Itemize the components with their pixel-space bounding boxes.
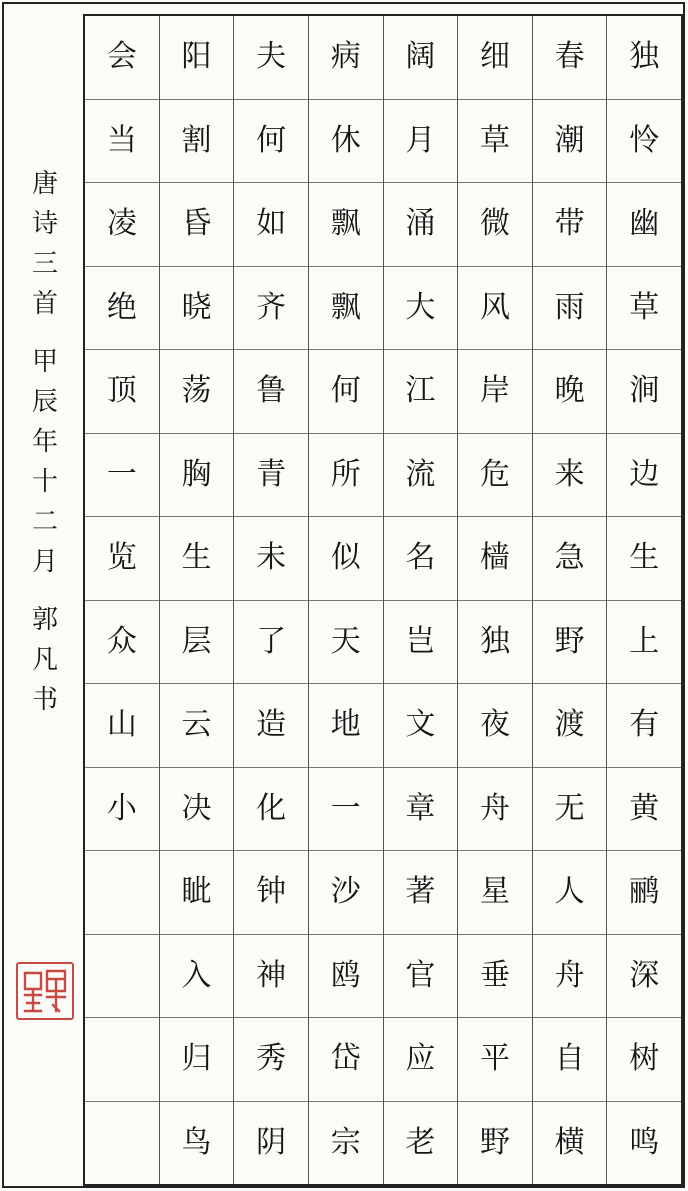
grid-cell: 草	[607, 267, 681, 351]
seal-icon	[19, 965, 71, 1017]
grid-cell: 名	[384, 517, 458, 601]
grid-cell: 危	[458, 434, 532, 518]
grid-cell: 层	[160, 601, 234, 685]
grid-cell: 眦	[160, 851, 234, 935]
grid-column	[308, 16, 383, 1184]
grid-cell: 树	[607, 1018, 681, 1102]
grid-cell: 天	[309, 601, 383, 685]
grid-cell	[85, 1018, 159, 1102]
date-char: 年	[31, 427, 58, 457]
grid-cell	[85, 935, 159, 1019]
date-char: 二	[31, 507, 58, 537]
grid-cell: 上	[607, 601, 681, 685]
grid-cell: 老	[405, 1124, 436, 1160]
grid-cell: 独	[607, 16, 681, 100]
grid-cell: 鸟	[181, 1124, 212, 1160]
calligraphy-sheet	[2, 2, 685, 1188]
grid-cell: 文	[384, 684, 458, 768]
grid-cell: 独	[458, 601, 532, 685]
grid-column	[457, 16, 532, 1184]
grid-column	[532, 16, 607, 1184]
grid-cell: 岸	[458, 350, 532, 434]
grid-cell: 阴	[256, 1124, 287, 1160]
grid-cell: 鸥	[309, 935, 383, 1019]
title-char: 诗	[31, 209, 58, 239]
grid-cell: 化	[234, 768, 308, 852]
title-char: 唐	[31, 169, 58, 199]
grid-cell: 野	[479, 1124, 510, 1160]
grid-cell: 造	[234, 684, 308, 768]
grid-cell: 众	[85, 601, 159, 685]
grid-cell: 似	[309, 517, 383, 601]
grid-cell: 宗	[330, 1124, 361, 1160]
grid-cell: 沙	[309, 851, 383, 935]
grid-cell: 自	[533, 1018, 607, 1102]
grid-column	[159, 16, 234, 1184]
grid-cell: 细	[458, 16, 532, 100]
grid-cell: 有	[607, 684, 681, 768]
grid-cell: 鸣	[629, 1124, 660, 1160]
grid-cell: 归	[160, 1018, 234, 1102]
grid-cell: 青	[234, 434, 308, 518]
title-column	[14, 164, 76, 720]
grid-cell: 黄	[607, 768, 681, 852]
grid-cell: 平	[458, 1018, 532, 1102]
grid-cell: 如	[234, 183, 308, 267]
grid-cell: 生	[607, 517, 681, 601]
grid-cell: 山	[85, 684, 159, 768]
grid-cell: 割	[160, 100, 234, 184]
grid-cell: 鹂	[607, 851, 681, 935]
grid-cell: 渡	[533, 684, 607, 768]
grid-cell: 晓	[160, 267, 234, 351]
grid-cell: 云	[160, 684, 234, 768]
grid-column	[383, 16, 458, 1184]
date-char: 辰	[31, 387, 58, 417]
grid-cell: 幽	[607, 183, 681, 267]
grid-cell: 章	[384, 768, 458, 852]
grid-cell: 舟	[533, 935, 607, 1019]
grid-column	[606, 16, 681, 1184]
grid-cell: 夫	[234, 16, 308, 100]
grid-cell: 大	[384, 267, 458, 351]
grid-cell: 休	[309, 100, 383, 184]
grid-cell: 生	[160, 517, 234, 601]
grid-cell: 钟	[234, 851, 308, 935]
grid-cell: 地	[309, 684, 383, 768]
date-char: 甲	[31, 347, 58, 377]
grid-cell: 凌	[85, 183, 159, 267]
grid-cell: 绝	[85, 267, 159, 351]
grid-cell: 涧	[607, 350, 681, 434]
grid-cell: 官	[384, 935, 458, 1019]
grid-cell: 入	[160, 935, 234, 1019]
grid-cell: 荡	[160, 350, 234, 434]
red-seal-stamp	[16, 962, 74, 1020]
date-char: 月	[31, 547, 58, 577]
grid-cell: 深	[607, 935, 681, 1019]
grid-column	[233, 16, 308, 1184]
grid-cell: 阔	[384, 16, 458, 100]
signature-char: 郭	[31, 605, 58, 635]
grid-cell: 顶	[85, 350, 159, 434]
grid-cell: 应	[384, 1018, 458, 1102]
grid-cell: 野	[533, 601, 607, 685]
grid-cell: 涌	[384, 183, 458, 267]
grid-cell: 樯	[458, 517, 532, 601]
grid-cell: 何	[234, 100, 308, 184]
grid-cell: 一	[85, 434, 159, 518]
grid-cell: 风	[458, 267, 532, 351]
grid-cell: 览	[85, 517, 159, 601]
grid-cell: 胸	[160, 434, 234, 518]
grid-cell: 横	[554, 1124, 585, 1160]
character-grid	[83, 14, 683, 1186]
grid-cell: 当	[85, 100, 159, 184]
title-char: 三	[31, 249, 58, 279]
signature-char: 书	[31, 685, 58, 715]
grid-cell	[85, 851, 159, 935]
grid-cell: 未	[234, 517, 308, 601]
grid-cell: 舟	[458, 768, 532, 852]
grid-cell: 潮	[533, 100, 607, 184]
grid-cell: 齐	[234, 267, 308, 351]
grid-cell: 会	[85, 16, 159, 100]
title-char: 首	[31, 289, 58, 319]
grid-cell: 星	[458, 851, 532, 935]
grid-cell: 微	[458, 183, 532, 267]
grid-cell: 所	[309, 434, 383, 518]
grid-cell: 一	[309, 768, 383, 852]
grid-cell: 带	[533, 183, 607, 267]
grid-cell: 草	[458, 100, 532, 184]
grid-cell: 病	[309, 16, 383, 100]
grid-cell: 晚	[533, 350, 607, 434]
grid-cell: 昏	[160, 183, 234, 267]
grid-cell: 飘	[309, 183, 383, 267]
grid-cell: 神	[234, 935, 308, 1019]
grid-cell: 岱	[309, 1018, 383, 1102]
grid-cell: 怜	[607, 100, 681, 184]
grid-cell: 小	[85, 768, 159, 852]
grid-cell: 阳	[160, 16, 234, 100]
grid-column	[85, 16, 159, 1184]
grid-cell: 飘	[309, 267, 383, 351]
grid-cell: 春	[533, 16, 607, 100]
grid-cell: 秀	[234, 1018, 308, 1102]
grid-cell: 何	[309, 350, 383, 434]
grid-cell: 急	[533, 517, 607, 601]
grid-cell: 著	[384, 851, 458, 935]
grid-cell	[85, 1102, 159, 1185]
grid-cell: 边	[607, 434, 681, 518]
grid-cell: 无	[533, 768, 607, 852]
grid-cell: 垂	[458, 935, 532, 1019]
grid-cell: 鲁	[234, 350, 308, 434]
grid-cell: 人	[533, 851, 607, 935]
grid-cell: 来	[533, 434, 607, 518]
grid-cell: 流	[384, 434, 458, 518]
grid-cell: 决	[160, 768, 234, 852]
grid-cell: 岂	[384, 601, 458, 685]
signature-char: 凡	[31, 645, 58, 675]
grid-cell: 雨	[533, 267, 607, 351]
grid-cell: 江	[384, 350, 458, 434]
grid-cell: 了	[234, 601, 308, 685]
grid-cell: 夜	[458, 684, 532, 768]
grid-cell: 月	[384, 100, 458, 184]
date-char: 十	[31, 467, 58, 497]
